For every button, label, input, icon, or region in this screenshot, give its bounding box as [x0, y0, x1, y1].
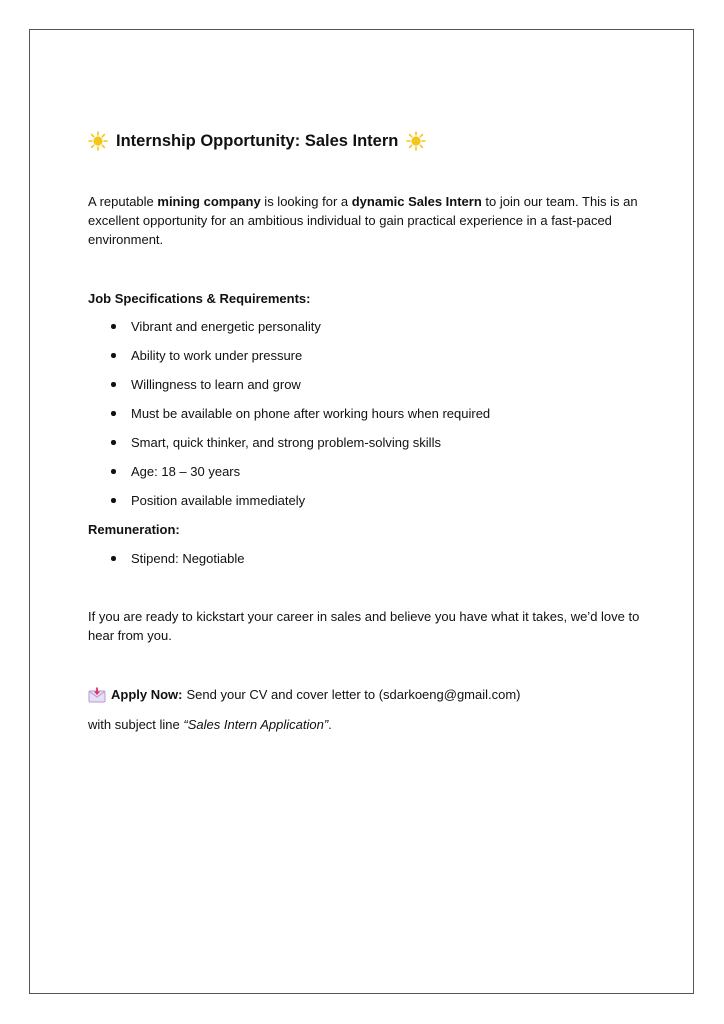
subject-prefix: with subject line	[88, 717, 184, 732]
intro-text: to join our team. This is an excellent opportunity for an ambitious individual to gain practical experience in a fast-paced environment.	[88, 194, 638, 247]
list-item: Age: 18 – 30 years	[88, 462, 490, 491]
apply-instructions: Send your CV and cover letter to (sdarkoeng@gmail.com)	[186, 687, 521, 702]
list-item: Ability to work under pressure	[88, 346, 490, 375]
sun-icon	[88, 131, 108, 151]
intro-bold-company: mining company	[157, 194, 261, 209]
intro-text: A reputable	[88, 194, 158, 209]
remuneration-list	[88, 549, 244, 578]
intro-text: is looking for a	[260, 194, 352, 209]
title-text: Internship Opportunity: Sales Intern	[116, 131, 399, 150]
remuneration-heading: Remuneration:	[88, 522, 180, 537]
list-item: Stipend: Negotiable	[88, 549, 244, 578]
list-item: Vibrant and energetic personality	[88, 317, 490, 346]
closing-paragraph: If you are ready to kickstart your career in sales and believe you have what it takes, we’d love to hear from you.	[88, 609, 640, 643]
envelope-icon	[88, 687, 106, 703]
intro-paragraph	[88, 192, 638, 249]
requirements-list	[88, 317, 490, 520]
list-item: Willingness to learn and grow	[88, 375, 490, 404]
subject-text: “Sales Intern Application”	[183, 717, 329, 732]
list-item: Position available immediately	[88, 491, 490, 520]
apply-now-label: Apply Now:	[111, 687, 183, 702]
subject-line	[88, 715, 332, 734]
page-title	[88, 129, 426, 153]
subject-suffix: .	[328, 717, 332, 732]
requirements-heading: Job Specifications & Requirements:	[88, 291, 311, 306]
apply-line	[88, 685, 521, 704]
list-item: Must be available on phone after working hours when required	[88, 404, 490, 433]
intro-bold-role: dynamic Sales Intern	[351, 194, 482, 209]
list-item: Smart, quick thinker, and strong problem-solving skills	[88, 433, 490, 462]
sun-icon	[406, 131, 426, 151]
